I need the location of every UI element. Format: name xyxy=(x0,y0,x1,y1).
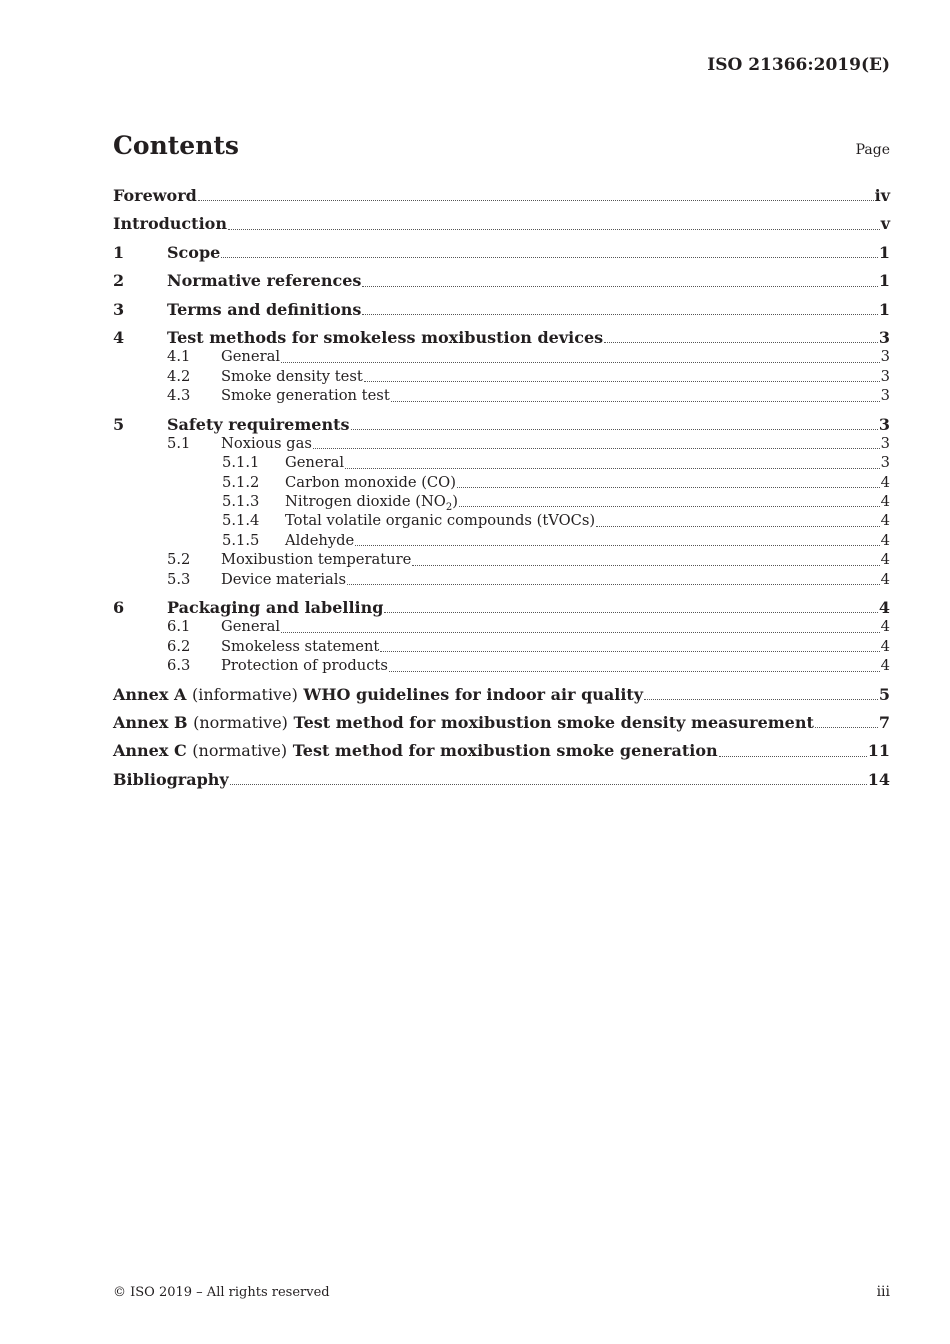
toc-entry-5-1[interactable] xyxy=(113,434,890,453)
toc-entry-bibliography[interactable] xyxy=(113,770,890,789)
toc-page: 4 xyxy=(880,637,890,655)
toc-entry-foreword[interactable] xyxy=(113,186,890,205)
toc-number: 5.2 xyxy=(167,551,191,569)
toc-entry-6-1[interactable] xyxy=(113,617,890,636)
toc-number: 6.2 xyxy=(167,637,191,655)
dot-leader xyxy=(362,286,877,287)
toc-page: 3 xyxy=(878,327,890,347)
toc-entry-5-1-4[interactable] xyxy=(113,511,890,530)
dot-leader xyxy=(380,651,879,652)
toc-title xyxy=(113,713,814,732)
dot-leader xyxy=(351,429,878,430)
toc-entry-introduction[interactable] xyxy=(113,214,890,233)
toc-title: Normative references xyxy=(167,271,362,291)
dot-leader xyxy=(230,784,867,785)
page-column-label: Page xyxy=(855,142,890,158)
dot-leader xyxy=(362,314,877,315)
toc-title: General xyxy=(221,618,281,636)
toc-number: 1 xyxy=(113,242,125,262)
dot-leader xyxy=(457,487,880,488)
toc-title: Moxibustion temperature xyxy=(221,551,412,569)
toc-title: Introduction xyxy=(113,214,227,234)
toc-title: Total volatile organic compounds (tVOCs) xyxy=(285,512,596,530)
dot-leader xyxy=(384,612,877,613)
dot-leader xyxy=(228,229,880,230)
toc-number: 4 xyxy=(113,327,125,347)
toc-title: Device materials xyxy=(221,570,347,588)
toc-title: Test methods for smokeless moxibustion devices xyxy=(167,327,604,347)
toc-entry-4-2[interactable] xyxy=(113,367,890,386)
toc-page: 3 xyxy=(880,367,890,385)
toc-page: 4 xyxy=(880,473,890,491)
toc-title: Scope xyxy=(167,242,221,262)
toc-page: 4 xyxy=(880,493,890,511)
toc-number: 6.1 xyxy=(167,618,191,636)
toc-entry-4-1[interactable] xyxy=(113,347,890,366)
toc-page: 3 xyxy=(880,387,890,405)
toc-title: General xyxy=(221,348,281,366)
toc-title: Foreword xyxy=(113,186,197,205)
toc-number: 5.1.1 xyxy=(222,454,260,472)
dot-leader xyxy=(345,468,880,469)
toc-entry-5-3[interactable] xyxy=(113,570,890,589)
dot-leader xyxy=(459,506,880,507)
toc-number: 4.2 xyxy=(167,367,191,385)
dot-leader xyxy=(281,362,880,363)
toc-entry-annex-b[interactable] xyxy=(113,713,890,732)
toc-page: 4 xyxy=(880,512,890,530)
toc-entry-5-2[interactable] xyxy=(113,550,890,569)
toc-page: 1 xyxy=(878,242,890,262)
dot-leader xyxy=(412,565,879,566)
dot-leader xyxy=(719,756,867,757)
toc-title: Terms and definitions xyxy=(167,299,362,319)
dot-leader xyxy=(391,401,880,402)
dot-leader xyxy=(815,727,878,728)
toc-number: 5.1.5 xyxy=(222,531,260,549)
toc-page: 5 xyxy=(878,684,890,704)
dot-leader xyxy=(313,448,880,449)
toc-page: 14 xyxy=(867,769,890,789)
toc-entry-6-3[interactable] xyxy=(113,656,890,675)
toc-entry-annex-c[interactable] xyxy=(113,741,890,760)
toc-title: Smoke density test xyxy=(221,367,363,385)
toc-title: Safety requirements xyxy=(167,414,350,434)
toc-entry-4-3[interactable] xyxy=(113,386,890,405)
dot-leader xyxy=(389,671,880,672)
toc-page: 1 xyxy=(878,299,890,319)
toc-number: 5.1.2 xyxy=(222,473,260,491)
dot-leader xyxy=(364,381,880,382)
toc-entry-scope[interactable] xyxy=(113,243,890,262)
toc-title-main: Nitrogen dioxide (NO xyxy=(285,493,446,511)
toc-page: 4 xyxy=(880,618,890,636)
toc-page: 7 xyxy=(878,712,890,732)
annex-label: Annex C xyxy=(113,741,187,761)
toc-number: 6 xyxy=(113,598,125,618)
toc-page: 4 xyxy=(880,570,890,588)
dot-leader xyxy=(604,342,878,343)
toc-title xyxy=(113,685,643,704)
toc-page: 3 xyxy=(880,434,890,452)
annex-label: Annex A xyxy=(113,684,187,704)
toc-page: iv xyxy=(874,186,890,205)
toc-number: 6.3 xyxy=(167,657,191,675)
annex-title: WHO guidelines for indoor air quality xyxy=(303,684,644,704)
toc-page: 1 xyxy=(878,271,890,291)
toc-entry-6-2[interactable] xyxy=(113,637,890,656)
toc-entry-5-1-3[interactable] xyxy=(113,492,890,514)
dot-leader xyxy=(596,526,879,527)
annex-label: Annex B xyxy=(113,712,188,732)
toc-number: 5.1 xyxy=(167,434,191,452)
toc-entry-5-1-1[interactable] xyxy=(113,453,890,472)
toc-title: Aldehyde xyxy=(285,531,355,549)
toc-entry-annex-a[interactable] xyxy=(113,685,890,704)
toc-title: Smoke generation test xyxy=(221,387,390,405)
toc-title: Protection of products xyxy=(221,657,388,675)
toc-title xyxy=(285,492,458,514)
contents-heading: Contents xyxy=(113,131,240,160)
toc-page: 3 xyxy=(878,414,890,434)
toc-page: 4 xyxy=(880,657,890,675)
annex-kind: (informative) xyxy=(191,684,298,704)
table-of-contents xyxy=(113,184,890,789)
toc-entry-safety-requirements[interactable] xyxy=(113,415,890,434)
toc-title: Packaging and labelling xyxy=(167,598,384,618)
toc-entry-test-methods[interactable] xyxy=(113,328,890,347)
toc-title xyxy=(113,741,718,760)
footer-page-number: iii xyxy=(876,1284,890,1300)
toc-page: 4 xyxy=(878,598,890,618)
toc-number: 5.3 xyxy=(167,570,191,588)
toc-number: 5.1.4 xyxy=(222,512,260,530)
dot-leader xyxy=(347,584,880,585)
dot-leader xyxy=(355,545,879,546)
toc-number: 3 xyxy=(113,299,125,319)
toc-title: General xyxy=(285,454,345,472)
toc-entry-5-1-5[interactable] xyxy=(113,531,890,550)
toc-page: 4 xyxy=(880,531,890,549)
dot-leader xyxy=(221,257,878,258)
toc-page: 3 xyxy=(880,348,890,366)
toc-number: 5 xyxy=(113,414,125,434)
toc-title: Bibliography xyxy=(113,769,229,789)
toc-number: 4.3 xyxy=(167,387,191,405)
toc-title: Smokeless statement xyxy=(221,637,380,655)
footer-copyright: © ISO 2019 – All rights reserved xyxy=(113,1285,330,1300)
dot-leader xyxy=(198,200,874,201)
toc-page: 4 xyxy=(880,551,890,569)
toc-title: Carbon monoxide (CO) xyxy=(285,473,456,491)
annex-kind: (normative) xyxy=(192,741,288,761)
dot-leader xyxy=(644,699,878,700)
annex-kind: (normative) xyxy=(193,712,288,732)
dot-leader xyxy=(281,632,880,633)
annex-title: Test method for moxibustion smoke generation xyxy=(292,741,718,761)
toc-page: v xyxy=(880,214,890,234)
toc-number: 5.1.3 xyxy=(222,493,260,511)
toc-entry-packaging-labelling[interactable] xyxy=(113,598,890,617)
toc-title-close: ) xyxy=(452,493,458,511)
toc-entry-5-1-2[interactable] xyxy=(113,473,890,492)
toc-entry-normative-references[interactable] xyxy=(113,271,890,290)
toc-number: 4.1 xyxy=(167,348,191,366)
annex-title: Test method for moxibustion smoke density measurement xyxy=(293,712,814,732)
subscript: 2 xyxy=(445,502,453,514)
toc-title: Noxious gas xyxy=(221,434,312,452)
toc-page: 11 xyxy=(867,741,890,761)
toc-page: 3 xyxy=(880,454,890,472)
toc-entry-terms-definitions[interactable] xyxy=(113,300,890,319)
document-id: ISO 21366:2019(E) xyxy=(707,55,890,75)
toc-number: 2 xyxy=(113,271,125,291)
